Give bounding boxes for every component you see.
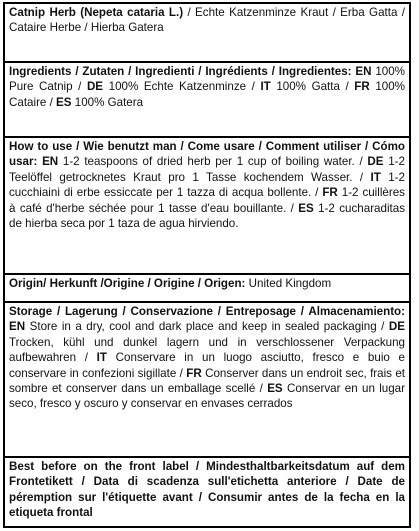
lang-code-it: IT bbox=[260, 80, 271, 94]
origin-heading: Origin/ Herkunft /Origine / Origine / Origen: bbox=[9, 277, 246, 290]
ingredients-it: 100% Gatta bbox=[276, 80, 340, 94]
usage-it: 1-2 cucchiaini di erbe essiccate per 1 tazza di acqua bollente. bbox=[9, 170, 405, 200]
usage-fr: 1-2 cuillères à café d'herbe séchée pour 1 tasse d'eau bouillante. bbox=[9, 186, 405, 215]
lang-code-es: ES bbox=[298, 201, 314, 215]
storage-de: Trocken, kühl und dunkel lagern und in verschlossener Verpackung aufbewahren bbox=[9, 335, 405, 365]
origin-section bbox=[5, 273, 409, 299]
storage-fr: Conserver dans un endroit sec, frais et sombre et conserver dans un emballage scellé bbox=[9, 366, 405, 396]
ingredients-section: Ingredients / Zutaten / Ingredienti / Ingrédients / Ingredientes: EN 100% Pure Catnip / DE 100% Echte Katzenminze / IT 100% Gatta / FR 100% Cataire / ES 100% Gatera bbox=[5, 61, 409, 134]
product-name-section bbox=[5, 4, 409, 59]
usage-de: 1-2 Teelöffel getrocknetes Kraut pro 1 Tasse kochendem Wasser. bbox=[9, 155, 405, 184]
lang-code-en: EN bbox=[355, 65, 372, 78]
storage-heading: Storage / Lagerung / Conservazione / Entreposage / Almacenamiento: bbox=[9, 305, 405, 318]
product-name-translations: / Echte Katzenminze Kraut / Erba Gatta / Cataire Herbe / Hierba Gatera bbox=[9, 6, 406, 35]
lang-code-de: DE bbox=[367, 155, 384, 169]
usage-es: 1-2 cucharaditas de hierba seca por 1 taza de agua hirviendo. bbox=[9, 201, 405, 231]
storage-it: Conservare in un luogo asciutto, fresco e buio e conservare in confezioni sigillate bbox=[9, 351, 405, 380]
ingredients-en: 100% Pure Catnip bbox=[9, 65, 405, 94]
usage-section: How to use / Wie benutzt man / Come usare / Comment utiliser / Cómo usar: EN 1-2 teaspoons of dried herb per 1 cup of boiling water. / DE 1-2 Teelöffel getrocknetes Kraut pro 1 Tasse kochendem Wasser. / IT 1-2 cucchiaini di erbe essiccate per 1 tazza di acqua bollente. / FR 1-2 cuillères à café d'herbe séchée pour 1 tasse d'eau bouillante. / ES 1-2 cucharaditas de hierba seca por 1 taza de agua hirviendo. bbox=[5, 136, 409, 271]
lang-code-es: ES bbox=[56, 95, 72, 109]
best-before-section bbox=[5, 456, 409, 528]
lang-code-fr: FR bbox=[322, 186, 338, 200]
ingredients-de: 100% Echte Katzenminze bbox=[108, 80, 247, 94]
storage-en: Store in a dry, cool and dark place and keep in sealed packaging bbox=[29, 320, 377, 334]
lang-code-de: DE bbox=[388, 320, 405, 334]
product-label bbox=[3, 2, 411, 528]
lang-code-en: EN bbox=[42, 155, 59, 169]
lang-code-fr: FR bbox=[186, 366, 202, 380]
origin-value: United Kingdom bbox=[248, 277, 332, 290]
lang-code-fr: FR bbox=[354, 80, 370, 94]
lang-code-it: IT bbox=[370, 170, 381, 184]
product-name-latin: Catnip Herb (Nepeta cataria L.) bbox=[9, 6, 184, 19]
usage-en: 1-2 teaspoons of dried herb per 1 cup of boiling water. bbox=[62, 155, 355, 169]
lang-code-es: ES bbox=[267, 382, 283, 396]
best-before-text: Best before on the front label / Mindesthaltbarkeitsdatum auf dem Frontetikett / Data di scadenza sull'etichetta anteriore / Date de péremption sur l'étiquette avant / Consumir antes de la fecha en la etiqueta frontal bbox=[9, 460, 405, 520]
ingredients-heading: Ingredients / Zutaten / Ingredienti / Ingrédients / Ingredientes: bbox=[9, 65, 352, 78]
lang-code-en: EN bbox=[9, 320, 26, 334]
ingredients-es: 100% Gatera bbox=[74, 95, 144, 109]
storage-es: Conservar en un lugar seco, fresco y oscuro y conservar en envases cerrados bbox=[9, 382, 405, 411]
storage-section: Storage / Lagerung / Conservazione / Entreposage / Almacenamiento: EN Store in a dry, cool and dark place and keep in sealed packaging / DE Trocken, kühl und dunkel lagern und in verschlossener Verpackung aufbewahren / IT Conservare in un luogo asciutto, fresco e buio e conservare in confezioni sigillate / FR Conserver dans un endroit sec, frais et sombre et conserver dans un emballage scellé / ES Conservar en un lugar seco, fresco y oscuro y conservar en envases cerrados bbox=[5, 301, 409, 454]
lang-code-it: IT bbox=[96, 351, 107, 365]
lang-code-de: DE bbox=[86, 80, 104, 94]
ingredients-fr: 100% Cataire bbox=[9, 80, 405, 109]
usage-heading: How to use / Wie benutzt man / Come usare / Comment utiliser / Cómo usar: bbox=[9, 140, 405, 169]
